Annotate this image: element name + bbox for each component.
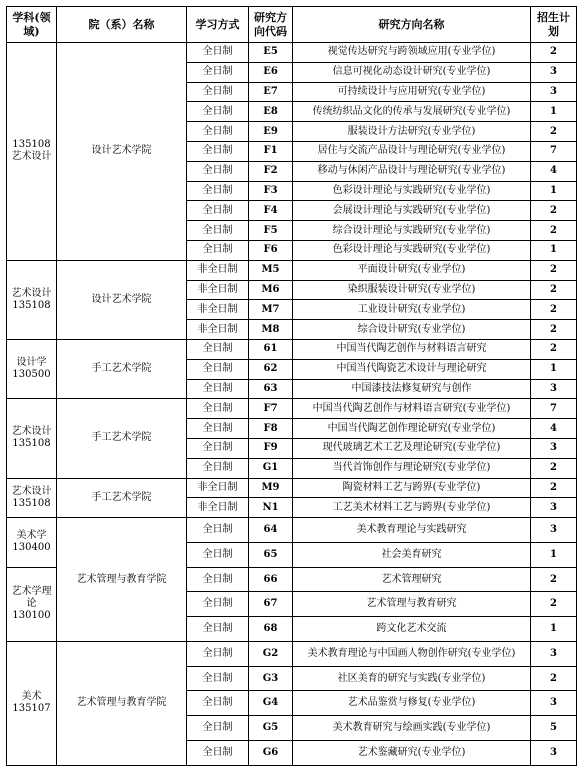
direction-code-cell: M8 (249, 320, 293, 340)
plan-cell: 2 (531, 567, 577, 592)
direction-code-cell: F8 (249, 419, 293, 439)
subject-cell: 135108艺术设计 (7, 43, 57, 261)
study-mode-cell: 全日制 (187, 221, 249, 241)
study-mode-cell: 全日制 (187, 339, 249, 359)
direction-code-cell: F2 (249, 161, 293, 181)
table-row (7, 260, 577, 280)
plan-cell: 2 (531, 339, 577, 359)
direction-name-cell: 社会美育研究 (293, 542, 531, 567)
plan-cell: 3 (531, 62, 577, 82)
plan-cell: 7 (531, 399, 577, 419)
study-mode-cell: 非全日制 (187, 478, 249, 498)
study-mode-cell: 全日制 (187, 567, 249, 592)
plan-cell: 4 (531, 161, 577, 181)
study-mode-cell: 全日制 (187, 102, 249, 122)
study-mode-cell: 全日制 (187, 43, 249, 63)
college-cell: 手工艺术学院 (57, 478, 187, 518)
direction-code-cell: E6 (249, 62, 293, 82)
college-cell: 设计艺术学院 (57, 260, 187, 339)
direction-code-cell: N1 (249, 498, 293, 518)
plan-cell: 2 (531, 280, 577, 300)
direction-name-cell: 社区美育的研究与实践(专业学位) (293, 666, 531, 691)
direction-code-cell: G3 (249, 666, 293, 691)
direction-name-cell: 艺术管理与教育研究 (293, 592, 531, 617)
plan-cell: 2 (531, 458, 577, 478)
college-cell: 艺术管理与教育学院 (57, 518, 187, 642)
plan-cell: 3 (531, 740, 577, 765)
direction-code-cell: M9 (249, 478, 293, 498)
header-subject: 学科(领域) (7, 7, 57, 43)
header-row (7, 7, 577, 43)
subject-cell: 艺术设计135108 (7, 260, 57, 339)
direction-code-cell: F5 (249, 221, 293, 241)
direction-code-cell: F1 (249, 141, 293, 161)
study-mode-cell: 全日制 (187, 379, 249, 399)
plan-cell: 1 (531, 617, 577, 642)
plan-cell: 1 (531, 240, 577, 260)
plan-cell: 2 (531, 221, 577, 241)
subject-cell: 美术135107 (7, 641, 57, 765)
plan-cell: 2 (531, 478, 577, 498)
direction-code-cell: G2 (249, 641, 293, 666)
plan-cell: 7 (531, 141, 577, 161)
direction-code-cell: E9 (249, 122, 293, 142)
direction-name-cell: 综合设计研究(专业学位) (293, 320, 531, 340)
direction-name-cell: 平面设计研究(专业学位) (293, 260, 531, 280)
direction-code-cell: F9 (249, 438, 293, 458)
direction-name-cell: 工艺美术材料工艺与跨界(专业学位) (293, 498, 531, 518)
plan-cell: 2 (531, 592, 577, 617)
table-row (7, 518, 577, 543)
enrollment-table (6, 6, 577, 766)
direction-name-cell: 会展设计理论与实践研究(专业学位) (293, 201, 531, 221)
plan-cell: 2 (531, 300, 577, 320)
direction-code-cell: 62 (249, 359, 293, 379)
direction-name-cell: 美术教育理论与中国画人物创作研究(专业学位) (293, 641, 531, 666)
subject-cell: 设计学130500 (7, 339, 57, 398)
table-row (7, 339, 577, 359)
direction-code-cell: F4 (249, 201, 293, 221)
direction-code-cell: 66 (249, 567, 293, 592)
header-plan: 招生计划 (531, 7, 577, 43)
college-cell: 设计艺术学院 (57, 43, 187, 261)
direction-code-cell: 64 (249, 518, 293, 543)
plan-cell: 2 (531, 43, 577, 63)
direction-code-cell: E7 (249, 82, 293, 102)
header-code: 研究方向代码 (249, 7, 293, 43)
study-mode-cell: 全日制 (187, 240, 249, 260)
direction-code-cell: G4 (249, 691, 293, 716)
study-mode-cell: 全日制 (187, 419, 249, 439)
study-mode-cell: 全日制 (187, 592, 249, 617)
direction-name-cell: 现代玻璃艺术工艺及理论研究(专业学位) (293, 438, 531, 458)
subject-cell: 艺术学理论130100 (7, 567, 57, 641)
study-mode-cell: 非全日制 (187, 260, 249, 280)
study-mode-cell: 全日制 (187, 691, 249, 716)
direction-code-cell: 65 (249, 542, 293, 567)
study-mode-cell: 全日制 (187, 740, 249, 765)
direction-name-cell: 居住与交流产品设计与理论研究(专业学位) (293, 141, 531, 161)
study-mode-cell: 全日制 (187, 641, 249, 666)
study-mode-cell: 全日制 (187, 359, 249, 379)
direction-code-cell: M7 (249, 300, 293, 320)
direction-name-cell: 跨文化艺术交流 (293, 617, 531, 642)
direction-code-cell: G6 (249, 740, 293, 765)
study-mode-cell: 全日制 (187, 518, 249, 543)
table-row (7, 478, 577, 498)
plan-cell: 2 (531, 260, 577, 280)
direction-code-cell: M6 (249, 280, 293, 300)
study-mode-cell: 全日制 (187, 438, 249, 458)
direction-name-cell: 色彩设计理论与实践研究(专业学位) (293, 181, 531, 201)
direction-code-cell: F3 (249, 181, 293, 201)
direction-code-cell: 68 (249, 617, 293, 642)
subject-cell: 艺术设计135108 (7, 399, 57, 478)
header-direction: 研究方向名称 (293, 7, 531, 43)
subject-cell: 美术学130400 (7, 518, 57, 568)
plan-cell: 3 (531, 641, 577, 666)
direction-code-cell: F7 (249, 399, 293, 419)
direction-name-cell: 信息可视化动态设计研究(专业学位) (293, 62, 531, 82)
study-mode-cell: 全日制 (187, 458, 249, 478)
study-mode-cell: 全日制 (187, 617, 249, 642)
direction-name-cell: 美术教育理论与实践研究 (293, 518, 531, 543)
direction-name-cell: 服装设计方法研究(专业学位) (293, 122, 531, 142)
study-mode-cell: 全日制 (187, 666, 249, 691)
direction-name-cell: 中国当代陶艺创作理论研究(专业学位) (293, 419, 531, 439)
plan-cell: 3 (531, 518, 577, 543)
plan-cell: 1 (531, 542, 577, 567)
study-mode-cell: 全日制 (187, 122, 249, 142)
plan-cell: 5 (531, 716, 577, 741)
direction-name-cell: 视觉传达研究与跨领域应用(专业学位) (293, 43, 531, 63)
table-row (7, 641, 577, 666)
direction-name-cell: 陶瓷材料工艺与跨界(专业学位) (293, 478, 531, 498)
study-mode-cell: 非全日制 (187, 498, 249, 518)
study-mode-cell: 非全日制 (187, 320, 249, 340)
study-mode-cell: 全日制 (187, 181, 249, 201)
direction-code-cell: E5 (249, 43, 293, 63)
direction-code-cell: F6 (249, 240, 293, 260)
table-row (7, 43, 577, 63)
study-mode-cell: 全日制 (187, 62, 249, 82)
plan-cell: 1 (531, 102, 577, 122)
direction-name-cell: 艺术管理研究 (293, 567, 531, 592)
subject-cell: 艺术设计135108 (7, 478, 57, 518)
plan-cell: 3 (531, 379, 577, 399)
plan-cell: 3 (531, 498, 577, 518)
plan-cell: 4 (531, 419, 577, 439)
direction-code-cell: 67 (249, 592, 293, 617)
direction-name-cell: 综合设计理论与实践研究(专业学位) (293, 221, 531, 241)
plan-cell: 2 (531, 320, 577, 340)
plan-cell: 2 (531, 666, 577, 691)
header-college: 院（系）名称 (57, 7, 187, 43)
plan-cell: 3 (531, 438, 577, 458)
direction-name-cell: 艺术鉴藏研究(专业学位) (293, 740, 531, 765)
direction-code-cell: 61 (249, 339, 293, 359)
direction-name-cell: 传统纺织品文化的传承与发展研究(专业学位) (293, 102, 531, 122)
direction-name-cell: 中国当代陶瓷艺术设计与理论研究 (293, 359, 531, 379)
direction-name-cell: 美术教育研究与绘画实践(专业学位) (293, 716, 531, 741)
college-cell: 手工艺术学院 (57, 339, 187, 398)
study-mode-cell: 全日制 (187, 399, 249, 419)
direction-code-cell: G5 (249, 716, 293, 741)
direction-name-cell: 中国漆技法修复研究与创作 (293, 379, 531, 399)
study-mode-cell: 非全日制 (187, 280, 249, 300)
direction-code-cell: G1 (249, 458, 293, 478)
direction-name-cell: 艺术品鉴赏与修复(专业学位) (293, 691, 531, 716)
study-mode-cell: 全日制 (187, 201, 249, 221)
college-cell: 艺术管理与教育学院 (57, 641, 187, 765)
direction-name-cell: 染织服装设计研究(专业学位) (293, 280, 531, 300)
direction-name-cell: 中国当代陶艺创作与材料语言研究 (293, 339, 531, 359)
plan-cell: 1 (531, 359, 577, 379)
plan-cell: 2 (531, 201, 577, 221)
study-mode-cell: 全日制 (187, 161, 249, 181)
direction-name-cell: 中国当代陶艺创作与材料语言研究(专业学位) (293, 399, 531, 419)
study-mode-cell: 全日制 (187, 542, 249, 567)
direction-name-cell: 工业设计研究(专业学位) (293, 300, 531, 320)
plan-cell: 2 (531, 122, 577, 142)
direction-name-cell: 移动与休闲产品设计与理论研究(专业学位) (293, 161, 531, 181)
study-mode-cell: 全日制 (187, 141, 249, 161)
study-mode-cell: 全日制 (187, 82, 249, 102)
header-mode: 学习方式 (187, 7, 249, 43)
college-cell: 手工艺术学院 (57, 399, 187, 478)
direction-code-cell: E8 (249, 102, 293, 122)
table-row (7, 399, 577, 419)
direction-name-cell: 色彩设计理论与实践研究(专业学位) (293, 240, 531, 260)
plan-cell: 3 (531, 82, 577, 102)
direction-code-cell: M5 (249, 260, 293, 280)
plan-cell: 3 (531, 691, 577, 716)
direction-code-cell: 63 (249, 379, 293, 399)
study-mode-cell: 全日制 (187, 716, 249, 741)
plan-cell: 1 (531, 181, 577, 201)
study-mode-cell: 非全日制 (187, 300, 249, 320)
direction-name-cell: 可持续设计与应用研究(专业学位) (293, 82, 531, 102)
direction-name-cell: 当代首饰创作与理论研究(专业学位) (293, 458, 531, 478)
